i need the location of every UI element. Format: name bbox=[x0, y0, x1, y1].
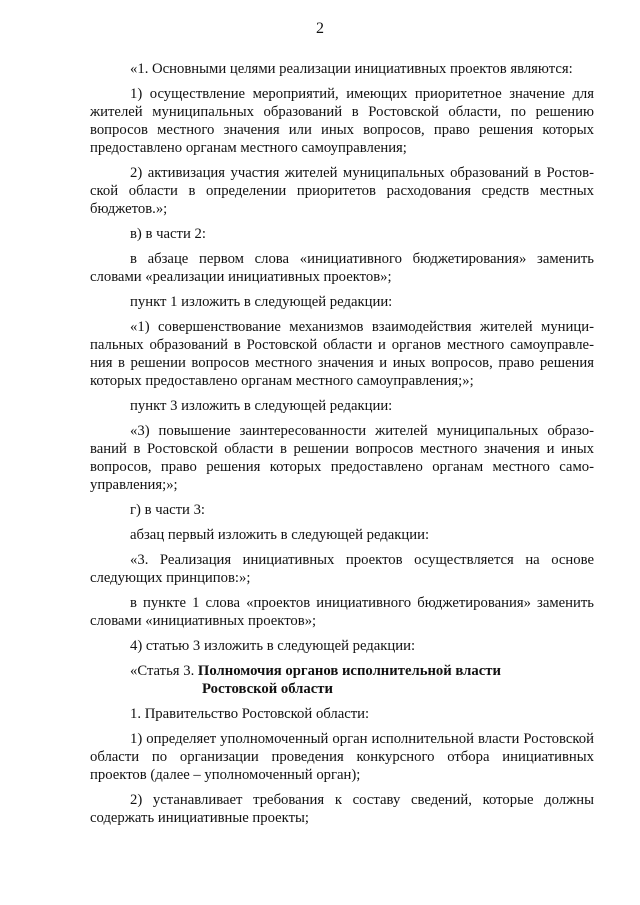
article-heading-line2: Ростовской области bbox=[202, 681, 333, 697]
paragraph: в) в части 2: bbox=[130, 226, 206, 242]
paragraph: 1. Правительство Ростовской области: bbox=[130, 706, 370, 722]
paragraph: «1. Основными целями реализации инициативных проектов являются: bbox=[130, 61, 573, 77]
paragraph: «1) совершенствование механизмов взаимодействия жителей муниципальных образований в Ростовской области и органов местного самоуправления в решении вопросов местного значения и иных вопросов, право решения которых предоставлено органам местного самоуправления;»; bbox=[90, 319, 594, 389]
paragraph: г) в части 3: bbox=[130, 502, 205, 518]
paragraph: 2) активизация участия жителей муниципальных образований в Ростовской области в определении приоритетов расходования средств местных бюджетов.»; bbox=[90, 165, 594, 217]
paragraph: 1) осуществление мероприятий, имеющих приоритетное значение для жителей муниципальных образований в Ростовской области, по решению вопросов местного значения или иных вопросов, право решения которых предоставлено органам местного самоуправления; bbox=[90, 86, 594, 156]
article-heading-line1: Полномочия органов исполнительной власти bbox=[197, 663, 501, 679]
paragraph: «3. Реализация инициативных проектов осуществляется на основе следующих принципов:»; bbox=[90, 552, 594, 586]
paragraph: «3) повышение заинтересованности жителей муниципальных образований в Ростовской области в решении вопросов местного значения и иных вопросов, право решения которых предоставлено органам местного самоуправления;»; bbox=[90, 423, 594, 493]
paragraph: 4) статью 3 изложить в следующей редакции: bbox=[130, 638, 416, 654]
document-body bbox=[90, 60, 594, 834]
paragraph: в абзаце первом слова «инициативного бюджетирования» заменить словами «реализации инициативных проектов»; bbox=[90, 251, 594, 285]
article-title bbox=[90, 662, 594, 698]
paragraph: пункт 1 изложить в следующей редакции: bbox=[130, 294, 393, 310]
paragraph: 1) определяет уполномоченный орган исполнительной власти Ростовской области по организации проведения конкурсного отбора инициативных проектов (далее – уполномоченный орган); bbox=[90, 731, 594, 783]
page-number: 2 bbox=[316, 20, 324, 37]
paragraph: абзац первый изложить в следующей редакции: bbox=[130, 527, 430, 543]
paragraph: в пункте 1 слова «проектов инициативного бюджетирования» заменить словами «инициативных проектов»; bbox=[90, 595, 594, 629]
paragraph: пункт 3 изложить в следующей редакции: bbox=[130, 398, 393, 414]
paragraph: 2) устанавливает требования к составу сведений, которые должны содержать инициативные проекты; bbox=[90, 792, 594, 826]
article-prefix: «Статья 3. bbox=[130, 663, 198, 679]
